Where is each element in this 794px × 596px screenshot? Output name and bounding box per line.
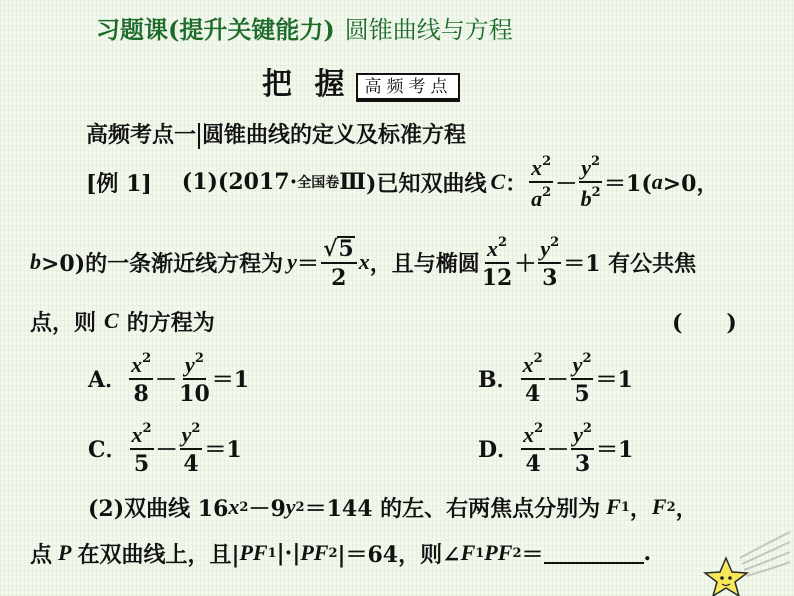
minus-sign: － [555, 170, 578, 197]
cond-b: b [30, 249, 41, 274]
hyperbola-y-fraction [579, 155, 602, 210]
line3-text1: 点，则 [30, 309, 97, 336]
option-d [478, 418, 633, 478]
frac-den: 5 [574, 380, 590, 407]
frac-den: 5 [133, 450, 150, 477]
exponent: 2 [542, 184, 552, 200]
frac-num: x [531, 154, 543, 180]
subscript: 2 [328, 545, 338, 561]
ellipse-intro: ，且与椭圆 [369, 250, 480, 277]
option-y-fraction [571, 352, 594, 405]
period: . [643, 540, 652, 566]
option-eq-tail: ＝1 [204, 436, 242, 463]
frac-num: x [131, 421, 143, 447]
exponent: 2 [194, 350, 204, 366]
subscript: 2 [512, 545, 522, 561]
equals-one: ＝1( [604, 170, 652, 197]
frac-den: 12 [481, 264, 513, 291]
option-x-fraction [521, 352, 545, 405]
frac-den: 4 [525, 450, 541, 477]
pf1: PF [239, 540, 268, 565]
exponent: 2 [542, 153, 552, 169]
exponent: 2 [582, 350, 592, 366]
asym-x: x [358, 249, 370, 274]
minus-sign: － [546, 366, 569, 393]
option-c [88, 418, 242, 478]
frac-num: y [572, 351, 583, 377]
part2-line2-d: ＝ [521, 541, 544, 568]
curve-name: C [104, 308, 119, 333]
angle-f2: F [497, 540, 513, 565]
frac-num: x [522, 351, 534, 377]
ellipse-tail: ＝1 有公共焦 [563, 250, 697, 277]
minus-sign: － [547, 436, 570, 463]
frac-num: y [540, 235, 551, 261]
option-y-fraction [180, 422, 203, 475]
pf2: PF [300, 540, 329, 565]
frac-num: x [523, 421, 535, 447]
section-divider [198, 123, 200, 149]
sqrt-radicand: 5 [338, 235, 354, 262]
exponent: 2 [191, 420, 201, 436]
option-eq-tail: ＝1 [595, 436, 634, 463]
exponent: 2 [533, 350, 543, 366]
title-topic: 圆锥曲线与方程 [344, 16, 513, 44]
colon: ： [505, 170, 528, 197]
exponent: 2 [295, 499, 305, 515]
curve-name: C [490, 169, 506, 194]
focus-f1: F [606, 494, 621, 519]
star-icon [692, 528, 792, 596]
exponent: 2 [582, 420, 592, 436]
exponent: 2 [534, 420, 544, 436]
part2-intro: (2)双曲线 16 [88, 495, 229, 522]
frac-num: x [131, 351, 143, 377]
option-eq-tail: ＝1 [595, 366, 633, 393]
example-line-1 [86, 152, 719, 212]
badge-box-text: 高频考点 [356, 73, 460, 102]
hyperbola-x-fraction [529, 155, 553, 210]
example-line-3 [30, 306, 215, 336]
part2-line2-c: |＝64，则∠ [337, 541, 461, 568]
cond-a: a [651, 169, 663, 194]
asym-y: y [287, 249, 297, 274]
exponent: 2 [498, 234, 508, 250]
option-x-fraction [521, 422, 545, 475]
answer-blank[interactable] [544, 542, 644, 564]
option-label: B． [478, 366, 519, 393]
frac-num: y [181, 421, 192, 447]
subscript: 1 [267, 545, 277, 561]
section-heading-left: 高频考点一 [86, 122, 197, 148]
option-b [478, 348, 633, 408]
part2-line2-a: 点 [30, 541, 53, 568]
frac-den: 4 [524, 380, 541, 407]
asymptote-fraction: √ 5 2 [321, 236, 357, 289]
answer-paren [672, 306, 737, 336]
section-heading [86, 118, 466, 149]
frac-num: y [573, 421, 583, 447]
subscript: 1 [475, 545, 485, 561]
option-label: A． [88, 366, 128, 393]
example-source: 全国卷 [297, 175, 340, 191]
minus-sign: － [155, 436, 178, 463]
example-intro: )已知双曲线 [366, 170, 487, 197]
frac-num: x [487, 235, 499, 261]
minus-sign: － [155, 366, 178, 393]
frac-den: 8 [133, 380, 149, 407]
frac-den: a [531, 185, 543, 211]
line3-text2: 的方程为 [126, 309, 215, 336]
answer-paren-text: ( ) [672, 309, 737, 336]
comma: ， [675, 495, 698, 522]
ellipse-y-fraction [538, 236, 561, 289]
frac-den: 2 [331, 264, 347, 291]
frac-den: b [580, 185, 592, 211]
cond-a-tail: >0， [662, 170, 719, 197]
example-source-num: Ⅲ [339, 169, 367, 195]
cond-b-tail: >0)的一条渐近线方程为 [41, 250, 284, 277]
exponent: 2 [550, 234, 560, 250]
part2-minus9: －9 [248, 495, 286, 522]
exponent: 2 [591, 184, 601, 200]
part2-line-1 [88, 492, 698, 522]
focus-f2: F [651, 494, 667, 519]
angle-f1: F [460, 540, 476, 565]
frac-den: 10 [179, 380, 210, 407]
example-line-2 [30, 232, 696, 292]
frac-num: y [581, 154, 591, 180]
frac-num: y [185, 351, 195, 377]
exponent: 2 [142, 420, 152, 436]
exponent: 2 [590, 153, 601, 169]
plus-sign: ＋ [514, 250, 537, 277]
option-a [88, 348, 249, 408]
frac-den: 3 [542, 264, 558, 291]
section-badge [262, 64, 460, 102]
exponent: 2 [239, 499, 249, 515]
example-part1-label: (1)(2017· [181, 169, 298, 195]
part2-eq144: ＝144 的左、右两焦点分别为 [304, 495, 601, 522]
option-eq-tail: ＝1 [211, 366, 250, 393]
example-tag: [例 1] [86, 170, 152, 197]
option-x-fraction [130, 422, 154, 475]
option-x-fraction [129, 352, 153, 405]
frac-den: 4 [183, 450, 199, 477]
ellipse-x-fraction [482, 236, 513, 289]
option-label: D． [478, 436, 520, 463]
page-title [96, 10, 513, 45]
frac-den: 3 [574, 450, 591, 477]
exponent: 2 [142, 350, 152, 366]
subscript: 2 [666, 499, 676, 515]
badge-big-text: 把 握 [262, 67, 351, 102]
var-x: x [228, 494, 240, 519]
option-y-fraction [179, 352, 210, 405]
option-label: C． [88, 436, 128, 463]
part2-line-2 [30, 538, 651, 568]
section-heading-right: 圆锥曲线的定义及标准方程 [202, 122, 467, 148]
var-y: y [285, 494, 296, 519]
part2-line2-b: 在双曲线上，且| [77, 541, 240, 568]
angle-p: P [484, 540, 498, 565]
point-p: P [58, 540, 72, 565]
title-category: 习题课(提升关键能力) [96, 15, 335, 44]
comma: ， [629, 495, 652, 522]
subscript: 1 [620, 499, 630, 515]
asym-equals: ＝ [296, 250, 319, 277]
option-y-fraction [571, 422, 594, 475]
dot-separator: |·| [276, 540, 301, 566]
